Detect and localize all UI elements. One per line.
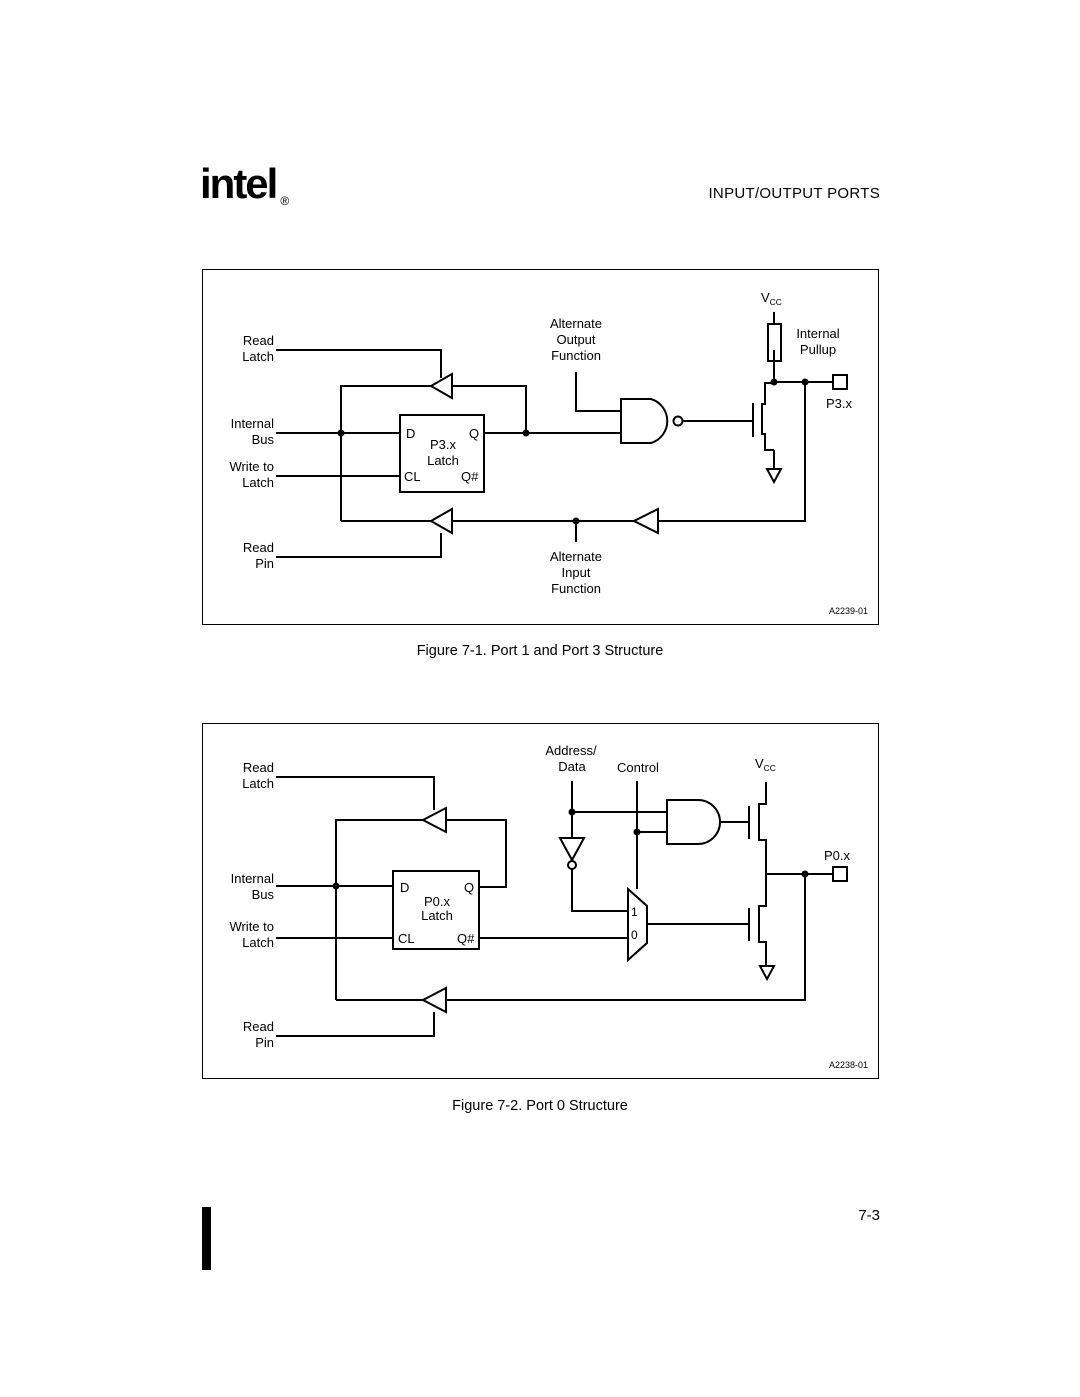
junction-alt-input xyxy=(573,518,580,525)
intel-logo xyxy=(200,160,290,208)
output-multiplexer xyxy=(628,889,647,960)
q-feedback-wire xyxy=(446,820,506,887)
read-pin-buffer xyxy=(423,988,446,1012)
read-latch-wire xyxy=(276,777,434,810)
section-title: INPUT/OUTPUT PORTS xyxy=(708,185,880,202)
alt-output-label-1: Alternate xyxy=(549,316,603,331)
internal-bus-label-1: Internal xyxy=(230,871,274,886)
ground-symbol xyxy=(767,469,781,482)
nand-bubble xyxy=(674,417,683,426)
read-pin-label-1: Read xyxy=(242,1019,274,1034)
read-latch-buffer xyxy=(423,808,446,832)
page-number: 7-3 xyxy=(858,1207,880,1224)
internal-bus-label-2: Bus xyxy=(251,887,274,902)
p0x-pin-label: P0.x xyxy=(824,848,851,863)
internal-pullup-label-1: Internal xyxy=(796,326,840,341)
mux-input-1-label: 1 xyxy=(631,905,638,919)
latch-qn-label: Q# xyxy=(457,931,475,946)
junction-pullup xyxy=(771,379,778,386)
latch-name-label: P3.x xyxy=(429,437,457,452)
read-latch-wire xyxy=(276,350,441,378)
read-pin-label-1: Read xyxy=(242,540,274,555)
inverter-bubble xyxy=(568,861,576,869)
ground-symbol xyxy=(760,966,774,979)
write-latch-label-1: Write to xyxy=(229,919,274,934)
junction-q xyxy=(523,430,530,437)
vcc-label: $V_{CC}$ xyxy=(761,290,782,307)
and-gate xyxy=(667,800,720,844)
latch-cl-label: CL xyxy=(398,931,415,946)
write-latch-label-1: Write to xyxy=(229,459,274,474)
port1-port3-schematic xyxy=(203,270,880,626)
mux-input-0-label: 0 xyxy=(631,928,638,942)
read-latch-label-2: Latch xyxy=(242,349,274,364)
p3x-pin-label: P3.x xyxy=(826,396,853,411)
read-pin-wire xyxy=(276,1012,434,1036)
p0x-pin-pad xyxy=(833,867,847,881)
junction-pin xyxy=(802,379,809,386)
internal-bus-label-2: Bus xyxy=(251,432,274,447)
pin-feedback-wire xyxy=(658,382,805,521)
lower-fet-channel xyxy=(759,874,766,966)
nand-gate xyxy=(621,399,667,443)
alt-output-label-3: Function xyxy=(551,348,601,363)
figure-code: A2239-01 xyxy=(828,606,868,616)
read-pin-label-2: Pin xyxy=(255,1035,274,1050)
page-side-bar xyxy=(202,1207,211,1270)
write-latch-label-2: Latch xyxy=(242,935,274,950)
read-pin-buffer xyxy=(431,509,452,533)
junction-pin xyxy=(802,871,809,878)
alt-input-label-1: Alternate xyxy=(549,549,603,564)
latch-word-label: Latch xyxy=(427,453,459,468)
latch-q-label: Q xyxy=(464,880,475,895)
write-latch-label-2: Latch xyxy=(242,475,274,490)
intel-logo-text: intel xyxy=(200,160,277,207)
junction-control xyxy=(634,829,641,836)
read-latch-feedback-wire xyxy=(341,386,431,521)
registered-mark: ® xyxy=(280,194,290,208)
alt-output-label-2: Output xyxy=(556,332,596,347)
control-wire xyxy=(637,781,667,832)
alt-input-label-2: Input xyxy=(561,565,591,580)
figure-port0 xyxy=(202,723,879,1079)
latch-name-label: P0.x xyxy=(423,894,451,909)
alt-input-label-3: Function xyxy=(551,581,601,596)
port0-schematic xyxy=(203,724,880,1080)
junction-bus xyxy=(338,430,345,437)
address-inverter xyxy=(560,838,584,860)
read-latch-label-1: Read xyxy=(242,760,274,775)
p3x-pin-pad xyxy=(833,375,847,389)
latch-word-label: Latch xyxy=(421,908,453,923)
figure1-caption: Figure 7-1. Port 1 and Port 3 Structure xyxy=(416,643,664,659)
figure-code: A2238-01 xyxy=(828,1060,868,1070)
read-pin-wire xyxy=(276,533,441,557)
upper-fet-channel xyxy=(759,782,766,874)
alternate-input-buffer xyxy=(634,509,658,533)
latch-d-label: D xyxy=(400,880,410,895)
latch-qn-label: Q# xyxy=(461,469,479,484)
latch-d-label: D xyxy=(406,426,416,441)
read-pin-label-2: Pin xyxy=(255,556,274,571)
alternate-output-wire xyxy=(576,372,621,411)
q-feedback-wire xyxy=(452,386,526,433)
latch-q-label: Q xyxy=(469,426,480,441)
internal-pullup-label-2: Pullup xyxy=(799,342,837,357)
figure2-caption: Figure 7-2. Port 0 Structure xyxy=(452,1098,628,1114)
control-label: Control xyxy=(617,760,659,775)
latch-cl-label: CL xyxy=(404,469,421,484)
fet-channel xyxy=(762,383,774,450)
address-label-2: Data xyxy=(558,759,586,774)
read-latch-feedback-wire xyxy=(336,820,423,1000)
junction-address xyxy=(569,809,576,816)
address-data-wire xyxy=(572,781,667,812)
vcc-label: $V_{CC}$ xyxy=(755,756,776,773)
figure-port1-port3 xyxy=(202,269,879,625)
read-latch-label-2: Latch xyxy=(242,776,274,791)
address-label-1: Address/ xyxy=(545,743,597,758)
junction-bus xyxy=(333,883,340,890)
inverter-to-mux-wire xyxy=(572,869,628,911)
read-latch-label-1: Read xyxy=(242,333,274,348)
internal-bus-label-1: Internal xyxy=(230,416,274,431)
